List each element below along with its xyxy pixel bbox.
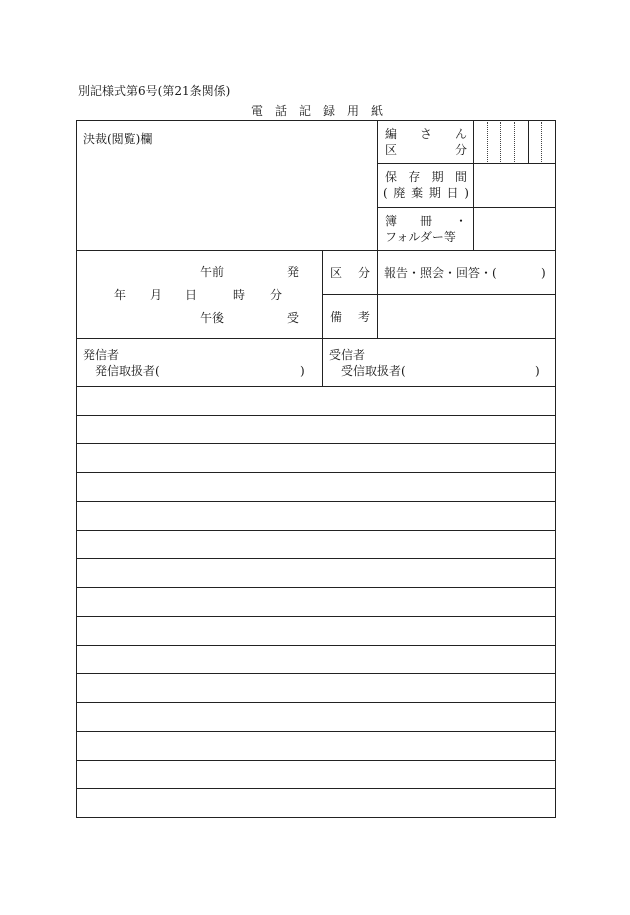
ruled-line — [76, 702, 556, 703]
ruled-line — [76, 472, 556, 473]
divider — [76, 386, 556, 387]
classification-label: 編 さ ん — [385, 127, 467, 141]
pm-label: 午後 — [200, 311, 225, 325]
form-title: 電 話 記 録 用 紙 — [250, 104, 383, 118]
caller-label: 発信者 — [83, 348, 120, 362]
decision-label: 決裁(閲覧)欄 — [83, 132, 153, 146]
ruled-line — [76, 645, 556, 646]
ledger-label-line2: フォルダー等 — [385, 230, 456, 244]
divider — [377, 207, 556, 208]
send-label: 発 — [287, 265, 300, 279]
minute-label: 分 — [270, 288, 283, 302]
stamp-divider — [500, 122, 501, 162]
caller-handler-label: 発信取扱者( — [95, 364, 160, 378]
form-frame — [76, 120, 556, 818]
caller-handler-close: ) — [300, 364, 305, 378]
divider — [377, 163, 556, 164]
ruled-line — [76, 530, 556, 531]
divider — [322, 294, 556, 295]
hour-label: 時 — [233, 288, 246, 302]
ruled-line — [76, 731, 556, 732]
retention-label-line2: ( 廃 棄 期 日 ) — [383, 186, 469, 200]
divider — [528, 120, 529, 163]
divider — [76, 338, 556, 339]
category-close: ) — [541, 266, 546, 280]
month-label: 月 — [150, 288, 163, 302]
remarks-label: 備 考 — [330, 310, 370, 324]
ruled-line — [76, 501, 556, 502]
divider — [76, 250, 556, 251]
form-id: 別記様式第6号(第21条関係) — [78, 84, 231, 98]
category-options: 報告・照会・回答・( — [384, 266, 497, 280]
divider — [473, 120, 474, 250]
stamp-divider — [487, 122, 488, 162]
divider — [322, 338, 323, 386]
ruled-line — [76, 673, 556, 674]
ruled-line — [76, 616, 556, 617]
ruled-line — [76, 788, 556, 789]
ruled-line — [76, 415, 556, 416]
ruled-line — [76, 587, 556, 588]
divider — [377, 120, 378, 250]
receiver-handler-label: 受信取扱者( — [341, 364, 406, 378]
day-label: 日 — [185, 288, 198, 302]
year-label: 年 — [114, 288, 127, 302]
divider — [322, 250, 323, 338]
classification-label-line2: 区 分 — [385, 143, 467, 157]
retention-label: 保 存 期 間 — [385, 170, 467, 184]
stamp-divider — [541, 122, 542, 162]
ledger-label: 簿 冊 ・ — [385, 214, 467, 228]
ruled-line — [76, 760, 556, 761]
receiver-label: 受信者 — [329, 348, 366, 362]
receiver-handler-close: ) — [535, 364, 540, 378]
ruled-line — [76, 443, 556, 444]
ruled-line — [76, 558, 556, 559]
am-label: 午前 — [200, 265, 225, 279]
stamp-divider — [514, 122, 515, 162]
receive-label: 受 — [287, 311, 300, 325]
category-label: 区 分 — [330, 266, 370, 280]
divider — [377, 250, 378, 338]
